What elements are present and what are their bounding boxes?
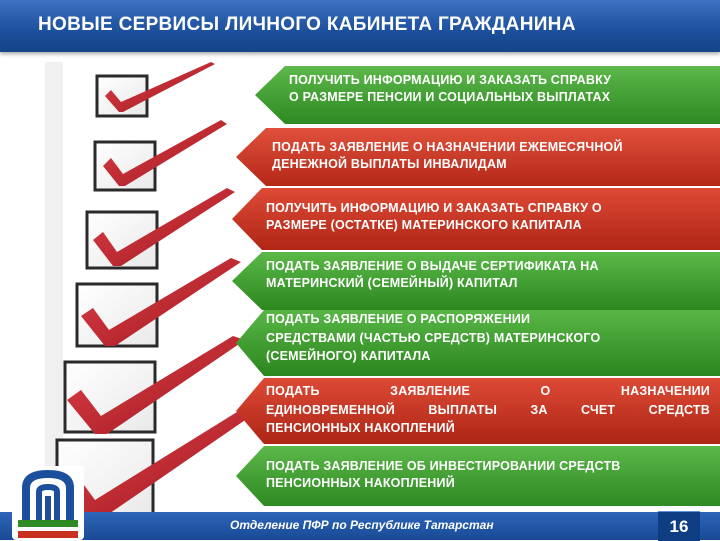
service-text-line: ДЕНЕЖНОЙ ВЫПЛАТЫ ИНВАЛИДАМ xyxy=(272,157,507,171)
service-text-line: ПОДАТЬ ЗАЯВЛЕНИЕ О НАЗНАЧЕНИИ xyxy=(266,384,710,398)
checkbox-1-icon xyxy=(97,62,215,116)
checkbox-3-icon xyxy=(87,188,235,268)
service-text-line: ЕДИНОВРЕМЕННОЙ ВЫПЛАТЫ ЗА СЧЕТ СРЕДСТВ xyxy=(266,402,710,417)
service-text-line: О РАЗМЕРЕ ПЕНСИИ И СОЦИАЛЬНЫХ ВЫПЛАТАХ xyxy=(289,90,611,104)
slide-header xyxy=(0,0,720,52)
slide-title: НОВЫЕ СЕРВИСЫ ЛИЧНОГО КАБИНЕТА ГРАЖДАНИНА xyxy=(38,14,576,35)
service-text-line: МАТЕРИНСКИЙ (СЕМЕЙНЫЙ) КАПИТАЛ xyxy=(266,276,518,290)
service-item-7[interactable] xyxy=(236,446,720,506)
checkbox-2-icon xyxy=(95,120,227,190)
service-text-line: ПЕНСИОННЫХ НАКОПЛЕНИЙ xyxy=(266,421,455,435)
service-text-line: ПОЛУЧИТЬ ИНФОРМАЦИЮ И ЗАКАЗАТЬ СПРАВКУ xyxy=(289,73,612,87)
service-text-line: (СЕМЕЙНОГО) КАПИТАЛА xyxy=(266,349,431,363)
service-item-5[interactable] xyxy=(236,310,720,376)
checkbox-5-icon xyxy=(65,336,245,434)
service-item-4[interactable] xyxy=(232,252,720,310)
pfr-logo-icon xyxy=(8,460,88,540)
service-text-line: ПОДАТЬ ЗАЯВЛЕНИЕ О НАЗНАЧЕНИИ ЕЖЕМЕСЯЧНОЙ xyxy=(272,140,623,154)
service-item-2[interactable] xyxy=(236,128,720,186)
service-text-line: ПЕНСИОННЫХ НАКОПЛЕНИЙ xyxy=(266,476,455,490)
checkbox-4-icon xyxy=(77,258,241,346)
service-item-1[interactable] xyxy=(255,66,720,124)
service-text-line: ПОДАТЬ ЗАЯВЛЕНИЕ О РАСПОРЯЖЕНИИ xyxy=(266,312,531,326)
organization-name: Отделение ПФР по Республике Татарстан xyxy=(230,518,494,532)
service-text-line: РАЗМЕРЕ (ОСТАТКЕ) МАТЕРИНСКОГО КАПИТАЛА xyxy=(266,218,582,232)
page-number-box xyxy=(658,511,700,541)
service-item-6[interactable] xyxy=(236,378,720,444)
service-text-line: ПОДАТЬ ЗАЯВЛЕНИЕ ОБ ИНВЕСТИРОВАНИИ СРЕДСТВ xyxy=(266,459,621,473)
page-number: 16 xyxy=(669,517,689,536)
service-text-line: ПОДАТЬ ЗАЯВЛЕНИЕ О ВЫДАЧЕ СЕРТИФИКАТА НА xyxy=(266,259,599,273)
service-text-line: СРЕДСТВАМИ (ЧАСТЬЮ СРЕДСТВ) МАТЕРИНСКОГО xyxy=(266,330,601,345)
slide-footer xyxy=(0,512,720,540)
service-item-3[interactable] xyxy=(232,188,720,250)
service-text-line: ПОЛУЧИТЬ ИНФОРМАЦИЮ И ЗАКАЗАТЬ СПРАВКУ О xyxy=(266,201,602,215)
